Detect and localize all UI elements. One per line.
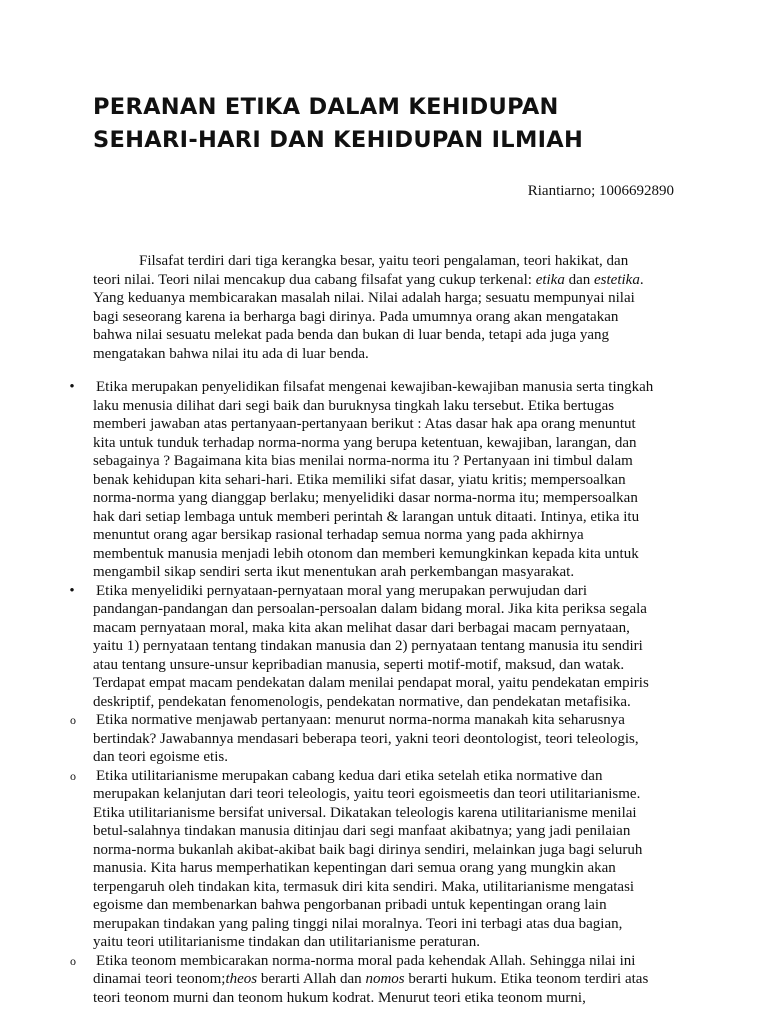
item-line: sebagainya ? Bagaimana kita bias menilai norma-norma itu ? Pertanyaan ini timbul dalam (93, 453, 633, 469)
italic-term: nomos (365, 971, 405, 987)
item-line: teori teonom murni dan teonom hukum kodrat. Menurut teori etika teonom murni, (93, 989, 586, 1006)
item-line: Etika utilitarianisme bersifat universal. Dikatakan teleologis karena utilitarianisme menilai (93, 804, 637, 821)
paragraph-line (93, 271, 683, 290)
text-run: dinamai teori teonom; (93, 971, 226, 987)
item-line: membentuk manusia menjadi lebih otonom dan memberi kemungkinkan kepada kita untuk (93, 545, 639, 562)
item-line: norma-norma yang dianggap berlaku; menyelidiki dasar norma-norma itu; mempersoalkan (93, 490, 638, 506)
paragraph-line: bagi seseorang karena ia berharga bagi dirinya. Pada umumnya orang akan mengatakan (93, 308, 619, 325)
item-line: memberi jawaban atas pertanyaan-pertanyaan berikut : Atas dasar hak apa orang menuntut (93, 416, 636, 432)
document-title (93, 91, 693, 157)
item-line: Etika utilitarianisme merupakan cabang kedua dari etika setelah etika normative dan (96, 767, 603, 784)
title-line: SEHARI-HARI DAN KEHIDUPAN ILMIAH (93, 127, 584, 153)
item-line: yaitu 1) pernyataan tentang tindakan manusia dan 2) pernyataan tentang manusia itu sendiri (93, 638, 643, 654)
title-line: PERANAN ETIKA DALAM KEHIDUPAN (93, 94, 559, 120)
italic-term: theos (225, 971, 258, 987)
bullet-circle-icon: o (70, 713, 76, 727)
bullet-circle-icon: o (70, 768, 76, 783)
item-line: benak kehidupan kita sehari-hari. Etika memiliki sifat dasar, yiatu kritis; mempersoalkan (93, 471, 626, 488)
item-line: egoisme dan membenarkan bahwa pengorbanan pribadi untuk kepentingan orang lain (93, 897, 607, 913)
text-run: teori nilai. Teori nilai mencakup dua cabang filsafat yang cukup terkenal: (93, 271, 536, 288)
paragraph-line: bahwa nilai sesuatu melekat pada benda dan bukan di luar benda, tetapi ada juga yang (93, 327, 610, 343)
paragraph-line: Filsafat terdiri dari tiga kerangka besar, yaitu teori pengalaman, teori hakikat, dan (139, 253, 629, 269)
item-line: Etika merupakan penyelidikan filsafat mengenai kewajiban-kewajiban manusia serta tingkah (96, 379, 654, 395)
text-run: berarti Allah dan (257, 971, 366, 987)
list-item (69, 582, 693, 712)
item-line: hak dari setiap lembaga untuk memberi perintah & larangan untuk ditaati. Intinya, etika itu (93, 508, 640, 525)
paragraph-line: mengatakan bahwa nilai itu ada di luar benda. (93, 345, 369, 362)
item-line: yaitu teori utilitarianisme tindakan dan utilitarianisme peraturan. (93, 934, 480, 950)
item-line: laku menusia dilihat dari segi baik dan buruknysa tingkah laku tersebut. Etika bertugas (93, 397, 615, 414)
list-item (70, 767, 693, 952)
item-line: macam pernyataan moral, maka kita akan melihat dasar dari berbagai macam pernyataan, (93, 619, 630, 636)
list-item (70, 952, 693, 1008)
item-line: Etika menyelidiki pernyataan-pernyataan moral yang merupakan perwujudan dari (96, 582, 588, 599)
text-run: . (639, 271, 644, 288)
item-line: pandangan-pandangan dan persoalan-persoalan dalam bidang moral. Jika kita periksa segala (93, 601, 647, 617)
item-line: kita untuk tunduk terhadap norma-norma yang berupa ketentuan, kewajiban, larangan, dan (93, 434, 637, 451)
list-item (69, 378, 693, 582)
text-run: dan (564, 271, 595, 288)
item-line: terpengaruh oleh tindakan kita, termasuk diri kita sendiri. Maka, utilitarianisme mengatasi (93, 878, 635, 895)
item-line: manusia. Kita harus memperhatikan kepentingan dari semua orang yang mungkin akan (93, 860, 616, 876)
author-line: Riantiarno; 1006692890 (527, 183, 674, 199)
item-line: merupakan kelanjutan dari teori teleologis, yaitu teori egoismeetis dan teori utilitarianisme. (93, 786, 641, 802)
item-line: merupakan tindakan yang paling tinggi nilai moralnya. Teori ini terbagi atas dua bagian, (93, 915, 623, 932)
item-line: dan teori egoisme etis. (93, 749, 228, 765)
italic-term: estetika (594, 271, 640, 288)
item-line: menuntut orang agar bersikap rasional terhadap semua norma yang pada akhirnya (93, 527, 584, 543)
item-line: atau tentang unsure-unsur kepribadian manusia, seperti motif-motif, maksud, dan watak. (93, 656, 625, 673)
item-line: betul-salahnya tindakan manusia ditinjau dari segi manfaat akibatnya; yang jadi penilaian (93, 823, 631, 839)
item-line: deskriptif, pendekatan fenomenologis, pendekatan normative, dan pendekatan metafisika. (93, 693, 631, 710)
bullet-dot-icon: • (69, 582, 75, 599)
text-run: berarti hukum. Etika teonom terdiri atas (404, 971, 649, 987)
item-line: Etika normative menjawab pertanyaan: menurut norma-norma manakah kita seharusnya (96, 712, 625, 728)
list-item (70, 711, 693, 767)
item-line (93, 970, 693, 989)
item-line: Etika teonom membicarakan norma-norma moral pada kehendak Allah. Sehingga nilai ini (96, 952, 636, 969)
bullet-circle-icon: o (70, 953, 76, 968)
item-line: norma-norma bukanlah akibat-akibat baik bagi dirinya sendiri, melainkan juga bagi seluruh (93, 841, 643, 858)
intro-paragraph (93, 252, 683, 363)
bullet-dot-icon: • (69, 379, 75, 395)
item-line: Terdapat empat macam pendekatan dalam menilai pendapat moral, yaitu pendekatan empiris (93, 675, 649, 691)
italic-term: etika (535, 271, 565, 288)
content-list (69, 378, 693, 1007)
paragraph-line: Yang keduanya membicarakan masalah nilai. Nilai adalah harga; sesuatu mempunyai nilai (93, 290, 635, 306)
item-line: bertindak? Jawabannya mendasari beberapa teori, yakni teori deontologist, teori teleologis, (93, 730, 639, 747)
item-line: mengambil sikap sendiri serta ikut menentukan arah perkembangan masyarakat. (93, 564, 575, 580)
